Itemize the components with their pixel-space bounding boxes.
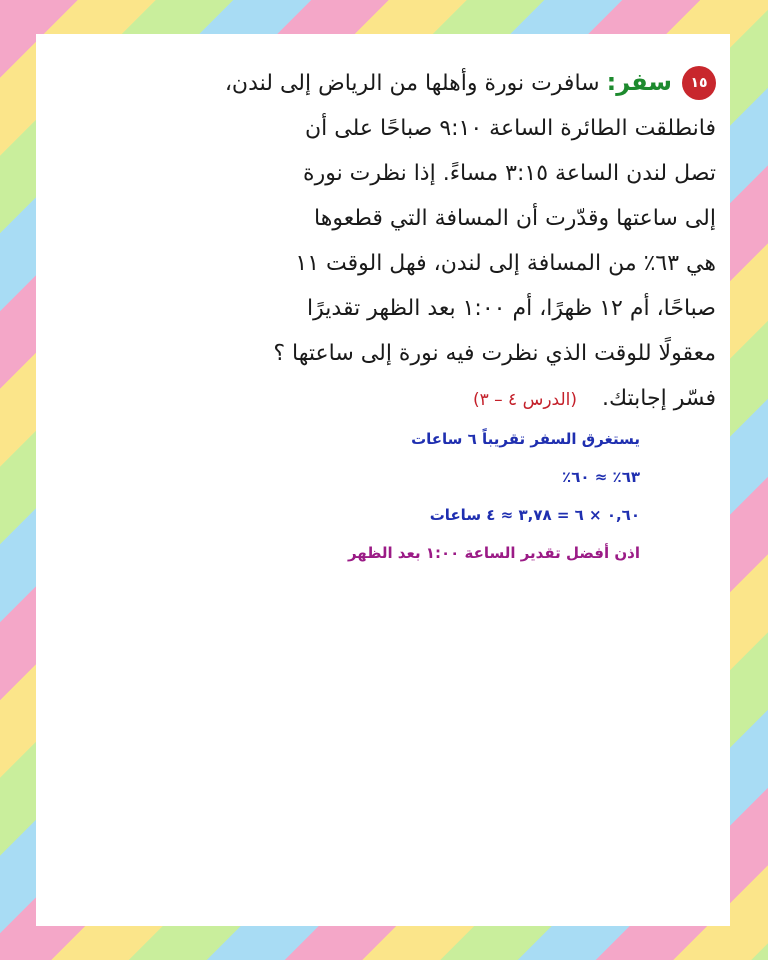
- solution-line-1: يستغرق السفر تقريباً ٦ ساعات: [411, 430, 640, 448]
- problem-line-4: إلى ساعتها وقدّرت أن المسافة التي قطعوها: [314, 206, 716, 231]
- problem-line-7: معقولًا للوقت الذي نظرت فيه نورة إلى ساعتها ؟: [273, 341, 716, 366]
- problem-line-6: صباحًا، أم ١٢ ظهرًا، أم ١:٠٠ بعد الظهر تقديرًا: [307, 296, 716, 321]
- problem-line-2: فانطلقت الطائرة الساعة ٩:١٠ صباحًا على أن: [304, 116, 716, 141]
- problem-line-1: سفر: سافرت نورة وأهلها من الرياض إلى لندن،: [224, 68, 672, 96]
- problem-line-3: تصل لندن الساعة ٣:١٥ مساءً. إذا نظرت نورة: [303, 161, 716, 186]
- problem-title: سفر:: [606, 68, 672, 96]
- problem-line-8: فسّر إجابتك. (الدرس ٤ – ٣): [472, 386, 716, 411]
- solution-line-3: ٠,٦٠ × ٦ = ٣,٧٨ ≈ ٤ ساعات: [429, 506, 640, 524]
- problem-text: [120, 60, 716, 423]
- solution-block: [140, 420, 640, 572]
- problem-number-badge: ١٥: [682, 66, 716, 100]
- lesson-reference: (الدرس ٤ – ٣): [472, 390, 577, 410]
- solution-line-4: اذن أفضل تقدير الساعة ١:٠٠ بعد الظهر: [347, 544, 640, 562]
- problem-line-5: هي ٦٣٪ من المسافة إلى لندن، فهل الوقت ١١: [295, 251, 716, 276]
- solution-line-2: ٦٣٪ ≈ ٦٠٪: [562, 468, 640, 486]
